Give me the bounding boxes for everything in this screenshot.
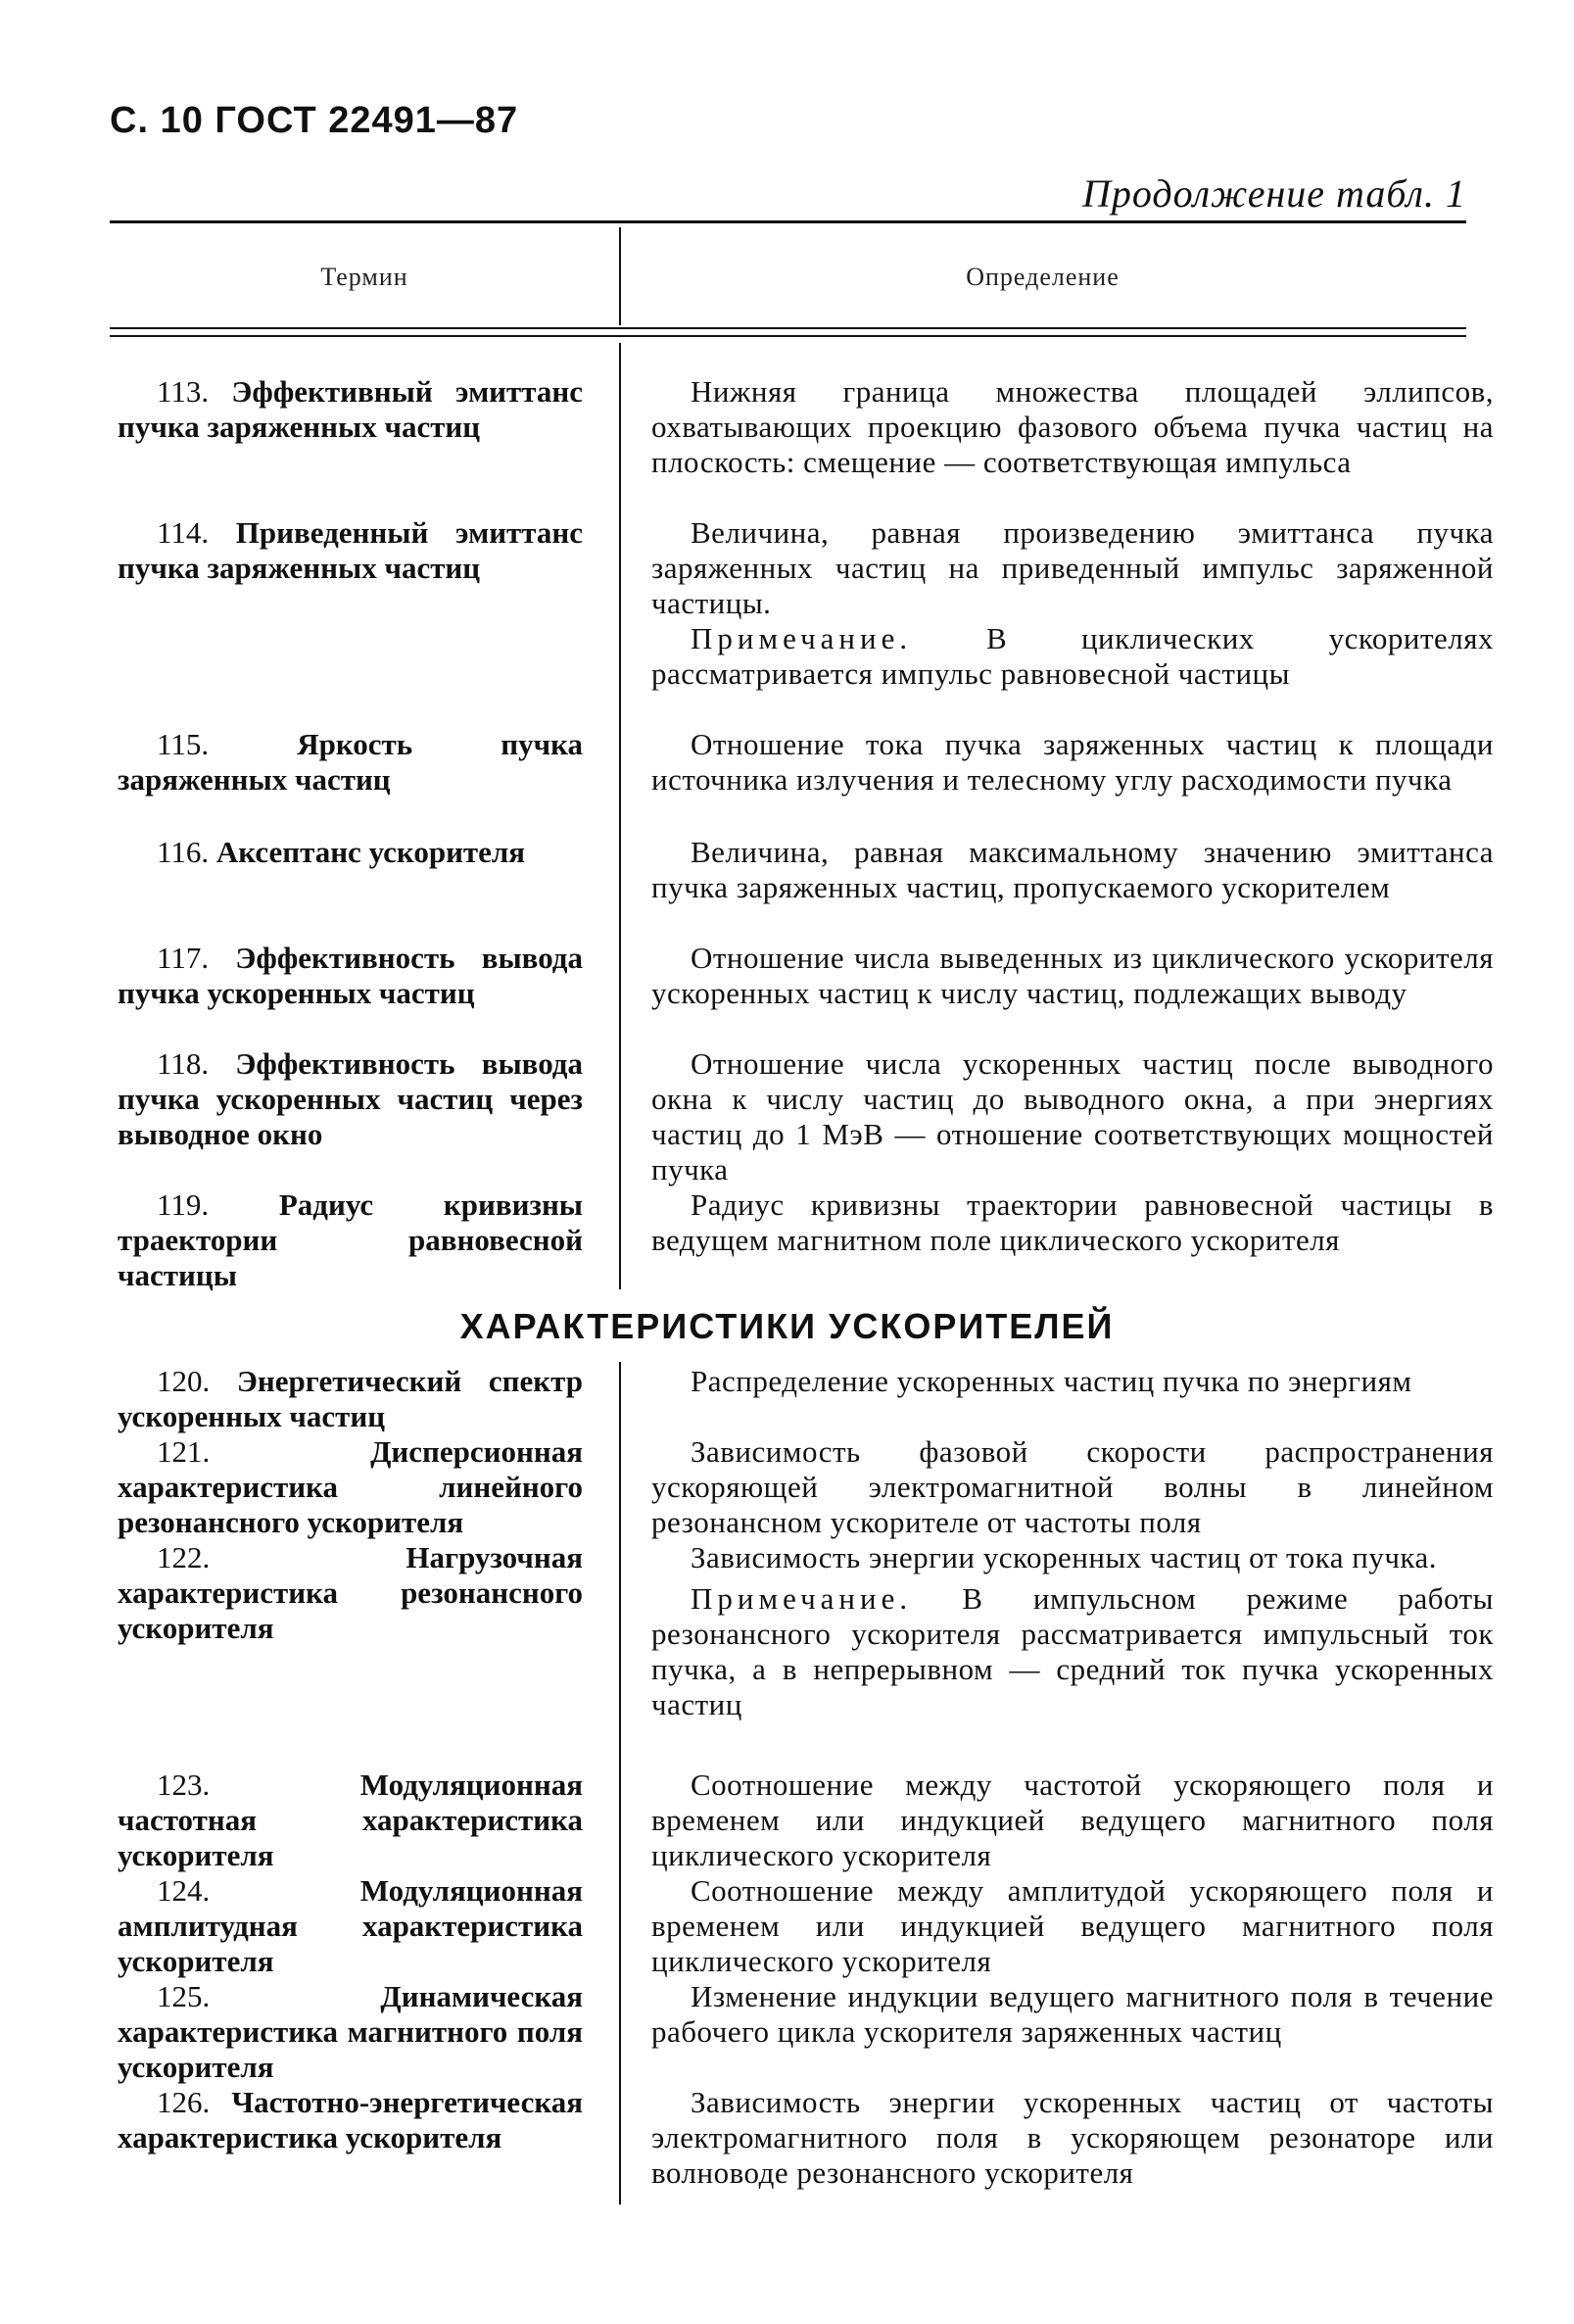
table-top-rule <box>110 220 1466 223</box>
term-cell <box>118 1979 593 2085</box>
term-cell <box>118 1364 593 1434</box>
term-name: Приведенный эмиттанс пучка заряженных частиц <box>118 515 584 585</box>
term-number: 118. <box>157 1046 210 1081</box>
definition-cell: Отношение тока пучка заряженных частиц к площади источника излучения и телесному углу расходимости пучка <box>651 727 1494 797</box>
table-row <box>118 515 1494 727</box>
term-cell <box>118 1767 593 1873</box>
table-row <box>118 2085 1494 2226</box>
column-header-definition: Определение <box>966 263 1120 291</box>
term-cell <box>118 1873 593 1979</box>
table-body-a <box>118 374 1494 1293</box>
term-number: 113. <box>157 374 210 409</box>
table-row <box>118 727 1494 835</box>
term-name: Радиус кривизны траектории равновесной частицы <box>118 1187 584 1292</box>
term-number: 116. <box>157 835 210 869</box>
table-row <box>118 1873 1494 1979</box>
term-number: 124. <box>157 1873 211 1908</box>
term-number: 120. <box>157 1364 211 1398</box>
term-name: Частотно-энергетическая характеристика ускорителя <box>118 2085 583 2155</box>
definition-cell: Отношение числа выведенных из циклического ускорителя ускоренных частиц к числу частиц, подлежащих выводу <box>651 941 1494 1010</box>
term-name: Модуляционная амплитудная характеристика ускорителя <box>118 1873 583 1978</box>
term-name: Нагрузочная характеристика резонансного ускорителя <box>118 1540 583 1645</box>
definition-cell: Величина, равная максимальному значению эмиттанса пучка заряженных частиц, пропускаемого ускорителем <box>651 835 1494 904</box>
note-label: Примечание. <box>691 621 913 655</box>
term-number: 126. <box>157 2085 211 2119</box>
term-name: Энергетический спектр ускоренных частиц <box>118 1364 583 1433</box>
definition-cell: Распределение ускоренных частиц пучка по энергиям <box>691 1364 1412 1398</box>
term-cell <box>118 727 593 835</box>
column-divider-top <box>619 227 621 325</box>
term-cell <box>118 1187 593 1293</box>
table-row <box>118 1434 1494 1540</box>
definition-cell: Отношение числа ускоренных частиц после выводного окна к числу частиц до выводного окна, а при энергиях частиц до 1 МэВ — отношение соответствующих мощностей пучка <box>651 1046 1494 1186</box>
term-cell <box>118 835 593 941</box>
term-cell <box>118 2085 593 2226</box>
note-text: В импульсном режиме работы резонансного ускорителя рассматривается импульсный ток пучка, а в непрерывном — средний ток пучка ускоренных частиц <box>651 1581 1494 1721</box>
term-cell <box>118 374 593 515</box>
term-number: 121. <box>157 1434 211 1469</box>
term-number: 125. <box>157 1979 211 2013</box>
term-cell <box>118 1540 593 1767</box>
note-text: В циклических ускорителях рассматривается импульс равновесной частицы <box>651 621 1494 691</box>
table-continuation-label: Продолжение табл. 1 <box>1081 171 1466 216</box>
table-body-b <box>118 1364 1494 2226</box>
definition-cell <box>651 1540 1494 1767</box>
table-row <box>118 1540 1494 1767</box>
header-rule-2 <box>110 335 1466 337</box>
term-number: 115. <box>157 727 210 761</box>
table-row <box>118 1046 1494 1187</box>
term-name: Яркость пучка заряженных частиц <box>118 727 583 797</box>
table-row <box>118 1187 1494 1293</box>
table-row <box>118 1979 1494 2085</box>
definition-text: Зависимость энергии ускоренных частиц от тока пучка. <box>691 1540 1438 1574</box>
definition-cell: Зависимость энергии ускоренных частиц от частоты электромагнитного поля в ускоряющем резонаторе или волноводе резонансного ускорителя <box>651 2085 1494 2190</box>
section-title: ХАРАКТЕРИСТИКИ УСКОРИТЕЛЕЙ <box>459 1306 1115 1346</box>
term-name: Модуляционная частотная характеристика ускорителя <box>118 1767 583 1872</box>
term-name: Эффективный эмиттанс пучка заряженных частиц <box>118 374 583 444</box>
definition-text: Величина, равная произведению эмиттанса пучка заряженных частиц на приведенный импульс заряженной частицы. <box>651 515 1494 620</box>
term-cell <box>118 1046 593 1187</box>
definition-cell: Соотношение между частотой ускоряющего поля и временем или индукцией ведущего магнитного поля циклического ускорителя <box>651 1767 1494 1872</box>
term-name: Эффективность вывода пучка ускоренных частиц через выводное окно <box>118 1046 583 1151</box>
column-header-term: Термин <box>320 263 408 291</box>
definition-cell: Изменение индукции ведущего магнитного поля в течение рабочего цикла ускорителя заряженных частиц <box>651 1979 1494 2049</box>
definition-note <box>651 621 1494 692</box>
table-row <box>118 941 1494 1046</box>
definition-cell <box>651 515 1494 727</box>
header-rule-1 <box>110 327 1466 329</box>
term-number: 119. <box>157 1187 210 1222</box>
term-cell <box>118 1434 593 1540</box>
term-name: Дисперсионная характеристика линейного резонансного ускорителя <box>118 1434 583 1539</box>
term-number: 123. <box>157 1767 211 1802</box>
definition-note <box>651 1581 1494 1722</box>
term-name: Эффективность вывода пучка ускоренных частиц <box>118 941 583 1010</box>
term-number: 114. <box>157 515 210 550</box>
note-label: Примечание. <box>691 1581 913 1616</box>
definition-cell: Соотношение между амплитудой ускоряющего поля и временем или индукцией ведущего магнитного поля циклического ускорителя <box>651 1873 1494 1978</box>
table-row <box>118 835 1494 941</box>
term-number: 117. <box>157 941 210 975</box>
definition-cell: Нижняя граница множества площадей эллипсов, охватывающих проекцию фазового объема пучка частиц на плоскость: смещение — соответствующая импульса <box>651 374 1494 479</box>
definition-cell: Зависимость фазовой скорости распространения ускоряющей электромагнитной волны в линейном резонансном ускорителе от частоты поля <box>651 1434 1494 1539</box>
term-name: Динамическая характеристика магнитного поля ускорителя <box>118 1979 583 2084</box>
term-number: 122. <box>157 1540 211 1574</box>
term-cell <box>118 515 593 727</box>
definition-cell: Радиус кривизны траектории равновесной частицы в ведущем магнитном поле циклического ускорителя <box>651 1187 1494 1257</box>
table-row <box>118 1767 1494 1873</box>
table-row <box>118 1364 1494 1434</box>
term-cell <box>118 941 593 1046</box>
page-header: С. 10 ГОСТ 22491—87 <box>110 100 519 141</box>
table-row <box>118 374 1494 515</box>
term-name: Аксептанс ускорителя <box>215 835 526 869</box>
